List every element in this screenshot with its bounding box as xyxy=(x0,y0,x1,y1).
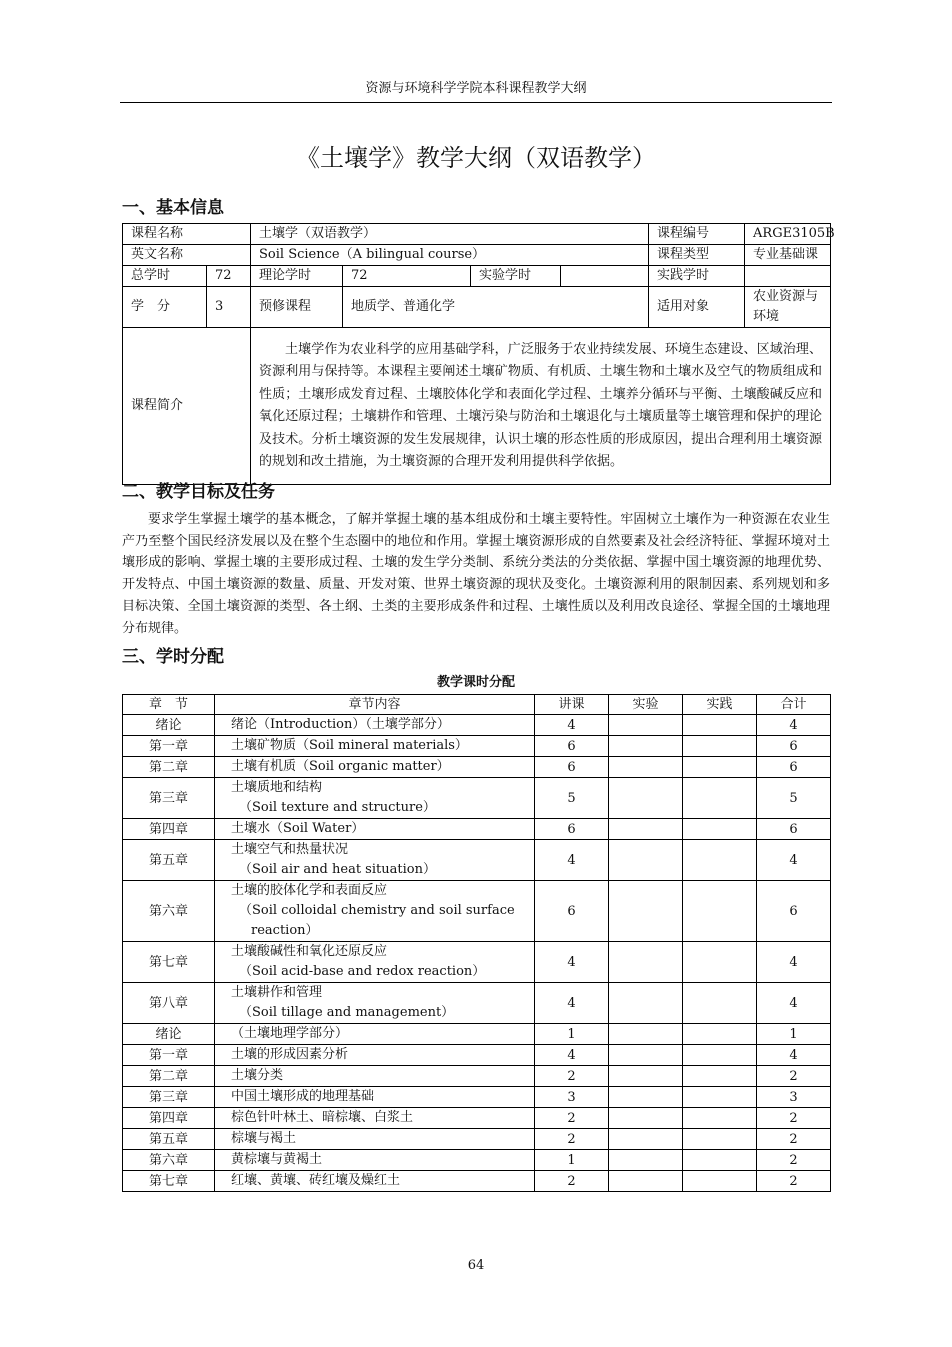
lab-hours-cell xyxy=(609,1171,683,1192)
chapter-cell: 第一章 xyxy=(123,736,215,757)
total-hours-cell: 4 xyxy=(757,942,831,983)
practice-hours-cell xyxy=(683,715,757,736)
chapter-cell: 第八章 xyxy=(123,983,215,1024)
lab-hours-cell xyxy=(609,942,683,983)
content-cell xyxy=(215,1108,535,1129)
info-row-credits xyxy=(123,287,831,328)
course-name-value: 土壤学（双语教学） xyxy=(251,224,649,245)
total-hours-cell: 2 xyxy=(757,1108,831,1129)
practice-hours-cell xyxy=(683,1129,757,1150)
content-line: 红壤、黄壤、砖红壤及燥红土 xyxy=(231,1173,401,1188)
theory-hours-label: 理论学时 xyxy=(251,266,343,287)
content-cell xyxy=(215,1150,535,1171)
objectives-paragraph: 要求学生掌握土壤学的基本概念，了解并掌握土壤的基本组成份和土壤主要特性。牢固树立土壤作为一种资源在农业生产乃至整个国民经济发展以及在整个生态圈中的地位和作用。掌握土壤资源形成的自然要素及社会经济特征、掌握环境对土壤形成的影响、掌握土壤的主要形成过程、土壤的发生学分类制、系统分类法的分类依据、掌握中国土壤资源的地理优势、开发特点、中国土壤资源的数量、质量、开发对策、世界土壤资源的现状及变化。土壤资源利用的限制因素、系列规划和多目标决策、全国土壤资源的类型、各土纲、土类的主要形成条件和过程、土壤性质以及利用改良途径、掌握全国的土壤地理分布规律。 xyxy=(122,512,830,636)
practice-hours-cell xyxy=(683,840,757,881)
practice-hours-cell xyxy=(683,1150,757,1171)
chapter-cell: 第三章 xyxy=(123,1087,215,1108)
content-cell xyxy=(215,757,535,778)
practice-hours-value xyxy=(745,266,831,287)
practice-hours-cell xyxy=(683,1171,757,1192)
intro-label: 课程简介 xyxy=(123,328,251,485)
total-hours-cell: 6 xyxy=(757,881,831,942)
info-row-hours xyxy=(123,266,831,287)
total-hours-cell: 5 xyxy=(757,778,831,819)
hours-table-caption: 教学课时分配 xyxy=(436,675,515,690)
content-cell xyxy=(215,715,535,736)
content-cell xyxy=(215,840,535,881)
header-lab: 实验 xyxy=(609,695,683,715)
course-type-label: 课程类型 xyxy=(649,245,745,266)
practice-hours-cell xyxy=(683,881,757,942)
content-cell xyxy=(215,1171,535,1192)
lab-hours-cell xyxy=(609,1087,683,1108)
total-hours-cell: 1 xyxy=(757,1024,831,1045)
practice-hours-cell xyxy=(683,1108,757,1129)
content-line: 棕壤与褐土 xyxy=(231,1131,297,1146)
content-cell xyxy=(215,942,535,983)
content-line: 土壤水（Soil Water） xyxy=(231,821,365,836)
lecture-hours-cell: 1 xyxy=(535,1150,609,1171)
lecture-hours-cell: 1 xyxy=(535,1024,609,1045)
header-total: 合计 xyxy=(757,695,831,715)
prereq-label: 预修课程 xyxy=(251,287,343,328)
lab-hours-cell xyxy=(609,1066,683,1087)
content-line: 土壤矿物质（Soil mineral materials） xyxy=(231,738,468,753)
table-row xyxy=(123,736,831,757)
content-line: （Soil acid-base and redox reaction） xyxy=(239,964,486,979)
content-line: reaction） xyxy=(251,923,319,938)
credits-value: 3 xyxy=(207,287,251,328)
lab-hours-cell xyxy=(609,1129,683,1150)
total-hours-cell: 2 xyxy=(757,1066,831,1087)
prereq-value: 地质学、普通化学 xyxy=(343,287,649,328)
chapter-cell: 第四章 xyxy=(123,819,215,840)
course-type-value: 专业基础课 xyxy=(745,245,831,266)
total-hours-value: 72 xyxy=(207,266,251,287)
total-hours-cell: 2 xyxy=(757,1171,831,1192)
practice-hours-cell xyxy=(683,942,757,983)
content-cell xyxy=(215,1066,535,1087)
page-header: 资源与环境科学学院本科课程教学大纲 xyxy=(120,80,832,103)
total-hours-cell: 3 xyxy=(757,1087,831,1108)
lecture-hours-cell: 4 xyxy=(535,983,609,1024)
content-line: 中国土壤形成的地理基础 xyxy=(231,1089,375,1104)
content-line: 棕色针叶林土、暗棕壤、白浆土 xyxy=(231,1110,414,1125)
english-name-label: 英文名称 xyxy=(123,245,251,266)
table-row xyxy=(123,1150,831,1171)
total-hours-cell: 6 xyxy=(757,819,831,840)
content-line: 土壤分类 xyxy=(231,1068,284,1083)
header-practice: 实践 xyxy=(683,695,757,715)
content-line: 绪论（Introduction）（土壤学部分） xyxy=(231,717,450,732)
section-heading-hours: 三、学时分配 xyxy=(122,647,224,667)
header-chapter: 章 节 xyxy=(123,695,215,715)
section-heading-objectives: 二、教学目标及任务 xyxy=(122,482,275,502)
total-hours-label: 总学时 xyxy=(123,266,207,287)
table-row xyxy=(123,983,831,1024)
total-hours-cell: 2 xyxy=(757,1150,831,1171)
content-line: 土壤耕作和管理 xyxy=(231,985,323,1000)
content-line: 黄棕壤与黄褐土 xyxy=(231,1152,323,1167)
table-row xyxy=(123,1045,831,1066)
practice-hours-cell xyxy=(683,1066,757,1087)
hours-table xyxy=(122,694,831,1192)
lecture-hours-cell: 6 xyxy=(535,819,609,840)
practice-hours-cell xyxy=(683,778,757,819)
lecture-hours-cell: 2 xyxy=(535,1108,609,1129)
header-lecture: 讲课 xyxy=(535,695,609,715)
content-line: （土壤地理学部分） xyxy=(231,1026,349,1041)
content-cell xyxy=(215,1129,535,1150)
lab-hours-cell xyxy=(609,778,683,819)
content-cell xyxy=(215,1024,535,1045)
lab-hours-cell xyxy=(609,1045,683,1066)
chapter-cell: 第六章 xyxy=(123,1150,215,1171)
practice-hours-cell xyxy=(683,983,757,1024)
chapter-cell: 绪论 xyxy=(123,1024,215,1045)
chapter-cell: 绪论 xyxy=(123,715,215,736)
chapter-cell: 第五章 xyxy=(123,840,215,881)
lecture-hours-cell: 4 xyxy=(535,942,609,983)
table-row xyxy=(123,1129,831,1150)
basic-info-table xyxy=(122,223,835,485)
lab-hours-cell xyxy=(609,715,683,736)
lecture-hours-cell: 4 xyxy=(535,840,609,881)
lecture-hours-cell: 2 xyxy=(535,1171,609,1192)
lab-hours-cell xyxy=(609,736,683,757)
table-row xyxy=(123,715,831,736)
chapter-cell: 第二章 xyxy=(123,1066,215,1087)
content-line: 土壤的形成因素分析 xyxy=(231,1047,349,1062)
content-line: （Soil texture and structure） xyxy=(239,800,436,815)
lab-hours-value xyxy=(561,266,649,287)
table-row xyxy=(123,881,831,942)
practice-hours-cell xyxy=(683,819,757,840)
chapter-cell: 第七章 xyxy=(123,942,215,983)
total-hours-cell: 4 xyxy=(757,840,831,881)
practice-hours-cell xyxy=(683,1045,757,1066)
lab-hours-cell xyxy=(609,757,683,778)
lab-hours-cell xyxy=(609,1108,683,1129)
total-hours-cell: 4 xyxy=(757,715,831,736)
header-content: 章节内容 xyxy=(215,695,535,715)
content-line: 土壤空气和热量状况 xyxy=(231,842,349,857)
content-line: 土壤的胶体化学和表面反应 xyxy=(231,883,388,898)
content-line: （Soil colloidal chemistry and soil surface xyxy=(239,903,515,918)
total-hours-cell: 4 xyxy=(757,983,831,1024)
content-cell xyxy=(215,1045,535,1066)
lab-hours-label: 实验学时 xyxy=(471,266,561,287)
lecture-hours-cell: 6 xyxy=(535,757,609,778)
info-row-intro xyxy=(123,328,831,485)
content-cell xyxy=(215,819,535,840)
table-row xyxy=(123,778,831,819)
practice-hours-cell xyxy=(683,1087,757,1108)
total-hours-cell: 2 xyxy=(757,1129,831,1150)
lecture-hours-cell: 2 xyxy=(535,1066,609,1087)
lab-hours-cell xyxy=(609,983,683,1024)
total-hours-cell: 4 xyxy=(757,1045,831,1066)
lab-hours-cell xyxy=(609,881,683,942)
content-cell xyxy=(215,736,535,757)
credits-label: 学 分 xyxy=(123,287,207,328)
course-name-label: 课程名称 xyxy=(123,224,251,245)
chapter-cell: 第七章 xyxy=(123,1171,215,1192)
hours-table-header-row xyxy=(123,695,831,715)
table-row xyxy=(123,757,831,778)
content-line: 土壤酸碱性和氧化还原反应 xyxy=(231,944,388,959)
table-row xyxy=(123,1024,831,1045)
practice-hours-cell xyxy=(683,757,757,778)
lecture-hours-cell: 5 xyxy=(535,778,609,819)
lecture-hours-cell: 6 xyxy=(535,736,609,757)
chapter-cell: 第一章 xyxy=(123,1045,215,1066)
content-line: （Soil air and heat situation） xyxy=(239,862,436,877)
course-code-label: 课程编号 xyxy=(649,224,745,245)
lecture-hours-cell: 6 xyxy=(535,881,609,942)
course-code-value: ARGE3105B xyxy=(745,224,831,245)
total-hours-cell: 6 xyxy=(757,757,831,778)
theory-hours-value: 72 xyxy=(343,266,471,287)
practice-hours-label: 实践学时 xyxy=(649,266,745,287)
intro-text: 土壤学作为农业科学的应用基础学科，广泛服务于农业持续发展、环境生态建设、区域治理、资源利用与保持等。本课程主要阐述土壤矿物质、有机质、土壤生物和土壤水及空气的物质组成和性质；土壤形成发育过程、土壤胶体化学和表面化学过程、土壤养分循环与平衡、土壤酸碱反应和氧化还原过程；土壤耕作和管理、土壤污染与防治和土壤退化与土壤质量等土壤管理和保护的理论及技术。分析土壤资源的发生发展规律，认识土壤的形态性质的形成原因，提出合理利用土壤资源的规划和改土措施，为土壤资源的合理开发利用提供科学依据。 xyxy=(251,328,831,485)
info-row-course-name xyxy=(123,224,831,245)
total-hours-cell: 6 xyxy=(757,736,831,757)
practice-hours-cell xyxy=(683,1024,757,1045)
lecture-hours-cell: 3 xyxy=(535,1087,609,1108)
table-row xyxy=(123,1087,831,1108)
audience-label: 适用对象 xyxy=(649,287,745,328)
chapter-cell: 第四章 xyxy=(123,1108,215,1129)
lab-hours-cell xyxy=(609,1150,683,1171)
section-heading-basic-info: 一、基本信息 xyxy=(122,198,224,218)
table-row xyxy=(123,1171,831,1192)
table-row xyxy=(123,819,831,840)
table-row xyxy=(123,1066,831,1087)
table-row xyxy=(123,1108,831,1129)
lecture-hours-cell: 2 xyxy=(535,1129,609,1150)
chapter-cell: 第六章 xyxy=(123,881,215,942)
chapter-cell: 第二章 xyxy=(123,757,215,778)
info-row-english-name xyxy=(123,245,831,266)
lab-hours-cell xyxy=(609,840,683,881)
content-line: 土壤质地和结构 xyxy=(231,780,323,795)
table-row xyxy=(123,942,831,983)
audience-value: 农业资源与环境 xyxy=(745,287,831,328)
content-cell xyxy=(215,778,535,819)
content-cell xyxy=(215,983,535,1024)
chapter-cell: 第五章 xyxy=(123,1129,215,1150)
lab-hours-cell xyxy=(609,1024,683,1045)
table-row xyxy=(123,840,831,881)
document-title: 《土壤学》教学大纲（双语教学） xyxy=(296,144,656,172)
page-number: 64 xyxy=(467,1258,485,1273)
english-name-value: Soil Science（A bilingual course） xyxy=(251,245,649,266)
lab-hours-cell xyxy=(609,819,683,840)
chapter-cell: 第三章 xyxy=(123,778,215,819)
lecture-hours-cell: 4 xyxy=(535,715,609,736)
lecture-hours-cell: 4 xyxy=(535,1045,609,1066)
content-cell xyxy=(215,1087,535,1108)
practice-hours-cell xyxy=(683,736,757,757)
content-cell xyxy=(215,881,535,942)
content-line: （Soil tillage and management） xyxy=(239,1005,455,1020)
content-line: 土壤有机质（Soil organic matter） xyxy=(231,759,450,774)
